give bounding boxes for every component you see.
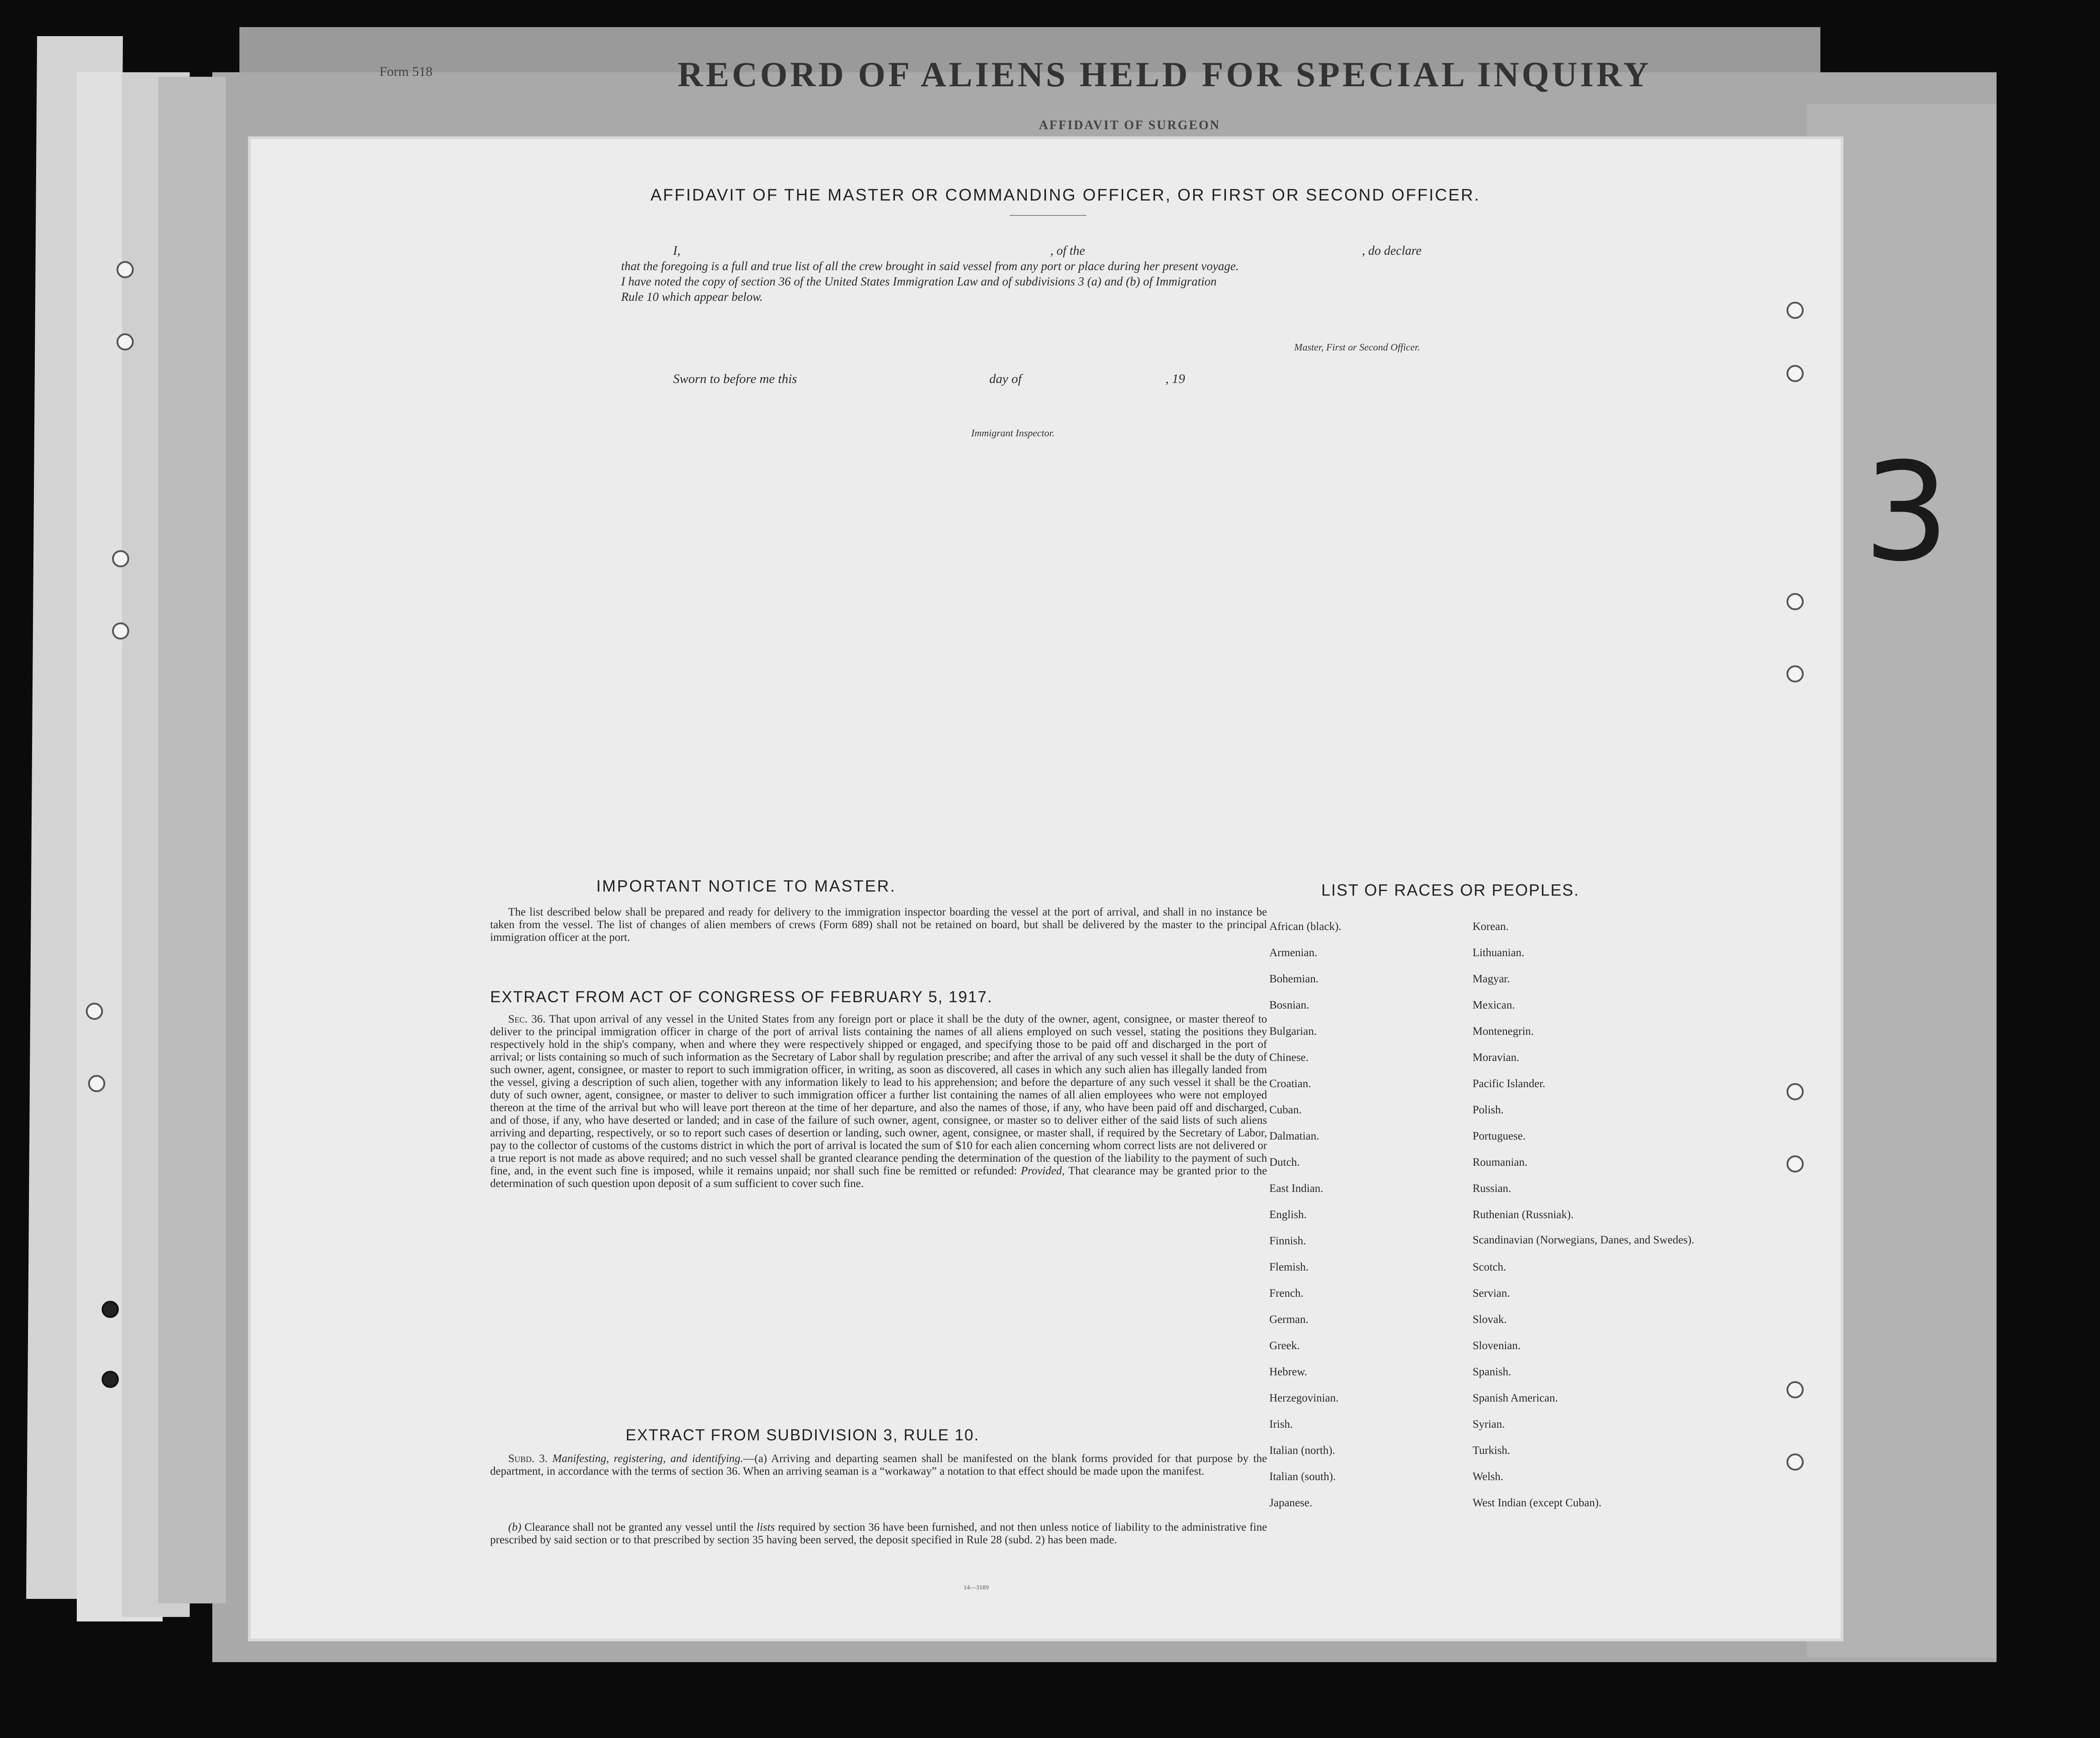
races-title: LIST OF RACES OR PEOPLES. <box>1321 881 1580 899</box>
binder-hole <box>1787 365 1804 382</box>
race-item: Spanish American. <box>1473 1392 1558 1404</box>
margin-handwritten-mark: 3 <box>1863 434 1950 591</box>
title-rule <box>1010 215 1086 216</box>
subdivision-heading: Manifesting, registering, and identifying. <box>552 1453 744 1465</box>
background-surgeon-affidavit: AFFIDAVIT OF SURGEON <box>1039 118 1221 132</box>
race-item: East Indian. <box>1269 1182 1324 1195</box>
race-item: Slovak. <box>1473 1313 1507 1326</box>
race-item: Bohemian. <box>1269 973 1319 985</box>
race-item: Dutch. <box>1269 1156 1300 1168</box>
race-item: German. <box>1269 1313 1309 1326</box>
binder-hole <box>1787 665 1804 682</box>
race-item: Greek. <box>1269 1340 1300 1352</box>
race-item: Ruthenian (Russniak). <box>1473 1209 1574 1221</box>
subdivision-label: Subd. 3. <box>508 1453 548 1465</box>
year-label: , 19 <box>1165 372 1185 386</box>
binder-hole <box>1787 1453 1804 1471</box>
race-item: Slovenian. <box>1473 1340 1521 1352</box>
race-item: Korean. <box>1473 920 1509 933</box>
race-item: Turkish. <box>1473 1444 1511 1457</box>
race-item: Italian (north). <box>1269 1444 1335 1457</box>
binder-hole <box>1787 1155 1804 1173</box>
act-text <box>490 1013 1267 1190</box>
act-title: EXTRACT FROM ACT OF CONGRESS OF FEBRUARY 5, 1917. <box>490 988 993 1006</box>
print-code: 14—3189 <box>963 1584 989 1591</box>
binder-hole <box>112 622 129 640</box>
declaration-line-3: I have noted the copy of section 36 of the United States Immigration Law and of subdivisions 3 (a) and (b) of Immigration <box>621 275 1217 288</box>
race-item: Mexican. <box>1473 999 1515 1011</box>
race-item: Armenian. <box>1269 947 1318 959</box>
act-provided: Provided, <box>1021 1165 1065 1177</box>
subdivision-text-a <box>490 1453 1267 1478</box>
race-item: African (black). <box>1269 920 1342 933</box>
act-body: That upon arrival of any vessel in the United States from any foreign port or place it shall be the duty of the owner, agent, consignee, or master thereof to deliver to the principal immigration officer in charge of the port of arrival lists containing the names of all aliens employed on such vessel, stating the positions they respectively hold in the ship's company, when and where they were respectively shipped or engaged, and specifying those to be paid off and discharged in the port of arrival; or lists containing so much of such information as the Secretary of Labor shall by regulation prescribe; and after the arrival of any such vessel it shall be the duty of such owner, agent, consignee, or master to report to such immigration officer, in writing, as soon as discovered, all cases in which any such alien has illegally landed from the vessel, giving a description of such alien, together with any information likely to lead to his apprehension; and before the departure of any such vessel it shall be the duty of such owner, agent, consignee, or master to deliver to such immigration officer a further list containing the names of all alien employees who were not employed thereon at the time of the arrival but who will leave port thereon at the time of her departure, and also the names of those, if any, who have been paid off and discharged, and of those, if any, who have deserted or landed; and in case of the failure of such owner, agent, consignee, or master so to deliver either of the said lists of such aliens arriving and departing, respectively, or so to report such cases of desertion or landing, such owner, agent, consignee, or master shall, if required by the Secretary of Labor, pay to the collector of customs of the customs district in which the port of arrival is located the sum of $10 for each alien concerning whom correct lists are not delivered or a true report is not made as above required; and no such vessel shall be granted clearance pending the determination of the question of the liability to the payment of such fine, and, in the event such fine is imposed, while it remains unpaid; nor shall such fine be remitted or refunded: <box>490 1013 1267 1177</box>
binder-hole <box>1787 1083 1804 1100</box>
race-item: Italian (south). <box>1269 1471 1336 1483</box>
race-item: West Indian (except Cuban). <box>1473 1497 1602 1509</box>
subdivision-b-label: (b) <box>508 1521 522 1533</box>
binder-hole <box>117 261 134 278</box>
binder-hole <box>86 1003 103 1020</box>
declaration-i: I, <box>673 244 681 258</box>
race-item: Magyar. <box>1473 973 1510 985</box>
declaration-of-the: , of the <box>1050 244 1085 258</box>
background-form-number: Form 518 <box>379 64 433 79</box>
declaration-end: , do declare <box>1362 244 1422 258</box>
subdivision-body-b1: Clearance shall not be granted any vessel until the <box>524 1521 754 1533</box>
race-item: Irish. <box>1269 1418 1293 1430</box>
binder-hole <box>88 1075 105 1092</box>
race-item: Servian. <box>1473 1287 1510 1299</box>
binder-hole <box>117 333 134 350</box>
binder-hole <box>102 1301 119 1318</box>
race-item: Russian. <box>1473 1182 1511 1195</box>
inspector-signature-label: Immigrant Inspector. <box>971 427 1055 439</box>
race-item: Lithuanian. <box>1473 947 1525 959</box>
notice-title: IMPORTANT NOTICE TO MASTER. <box>596 877 896 895</box>
day-of-label: day of <box>989 372 1022 386</box>
subdivision-lists: lists <box>757 1521 775 1533</box>
notice-text: The list described below shall be prepared and ready for delivery to the immigration inspector boarding the vessel at the port of arrival, and shall in no instance be taken from the vessel. The list of changes of alien members of crews (Form 689) shall not be retained on board, but shall be delivered by the master to the principal immigration officer at the port. <box>490 906 1267 944</box>
master-signature-label: Master, First or Second Officer. <box>1294 341 1420 353</box>
subdivision-body-a: —(a) Arriving and departing seamen shall be manifested on the blank forms provided for that purpose by the department, in accordance with the terms of section 36. When an arriving seaman is a “workaway” a notation to that effect should be made upon the manifest. <box>490 1453 1267 1477</box>
race-item: Bulgarian. <box>1269 1025 1317 1037</box>
declaration-line-2: that the foregoing is a full and true list of all the crew brought in said vessel from any port or place during her present voyage. <box>621 259 1239 273</box>
race-item: Hebrew. <box>1269 1366 1307 1378</box>
binder-hole <box>1787 593 1804 610</box>
race-item: Herzegovinian. <box>1269 1392 1339 1404</box>
race-item: Scotch. <box>1473 1261 1506 1273</box>
left-page-stack-4 <box>158 77 226 1603</box>
race-item: Croatian. <box>1269 1078 1311 1090</box>
race-item: Montenegrin. <box>1473 1025 1534 1037</box>
race-item: Japanese. <box>1269 1497 1313 1509</box>
binder-hole <box>1787 302 1804 319</box>
races-right-column <box>1473 920 1694 1523</box>
race-item: Chinese. <box>1269 1051 1309 1064</box>
race-item: Scandinavian (Norwegians, Danes, and Swedes). <box>1473 1234 1694 1246</box>
declaration-line-4: Rule 10 which appear below. <box>621 290 763 304</box>
race-item: Dalmatian. <box>1269 1130 1319 1142</box>
race-item: Finnish. <box>1269 1235 1306 1247</box>
binder-hole <box>112 550 129 567</box>
subdivision-title: EXTRACT FROM SUBDIVISION 3, RULE 10. <box>626 1426 980 1444</box>
binder-hole <box>1787 1381 1804 1398</box>
background-record-title: RECORD OF ALIENS HELD FOR SPECIAL INQUIRY <box>678 55 1652 94</box>
race-item: Syrian. <box>1473 1418 1505 1430</box>
race-item: Roumanian. <box>1473 1156 1528 1168</box>
race-item: Pacific Islander. <box>1473 1078 1546 1090</box>
races-left-column <box>1269 920 1459 1523</box>
race-item: Cuban. <box>1269 1104 1302 1116</box>
act-body-end: That clearance may be granted prior to the determination of such question upon deposit of a sum sufficient to cover such fine. <box>490 1165 1267 1190</box>
race-item: Polish. <box>1473 1104 1504 1116</box>
affidavit-title: AFFIDAVIT OF THE MASTER OR COMMANDING OFFICER, OR FIRST OR SECOND OFFICER. <box>650 186 1481 204</box>
race-item: Moravian. <box>1473 1051 1520 1064</box>
act-section-label: Sec. 36. <box>508 1013 546 1025</box>
race-item: Bosnian. <box>1269 999 1310 1011</box>
race-item: French. <box>1269 1287 1304 1299</box>
race-item: Flemish. <box>1269 1261 1309 1273</box>
subdivision-text-b <box>490 1521 1267 1546</box>
binder-hole <box>102 1371 119 1388</box>
affidavit-page <box>251 139 1841 1639</box>
subdivision-body-b2: required by section 36 have been furnished, and not then unless notice of liability to the administrative fine prescribed by said section or to that prescribed by section 35 having been served, the deposit specified in Rule 28 (subd. 2) has been made. <box>490 1521 1267 1546</box>
race-item: English. <box>1269 1209 1307 1221</box>
sworn-label: Sworn to before me this <box>673 372 797 386</box>
race-item: Spanish. <box>1473 1366 1511 1378</box>
race-item: Welsh. <box>1473 1471 1504 1483</box>
race-item: Portuguese. <box>1473 1130 1526 1142</box>
